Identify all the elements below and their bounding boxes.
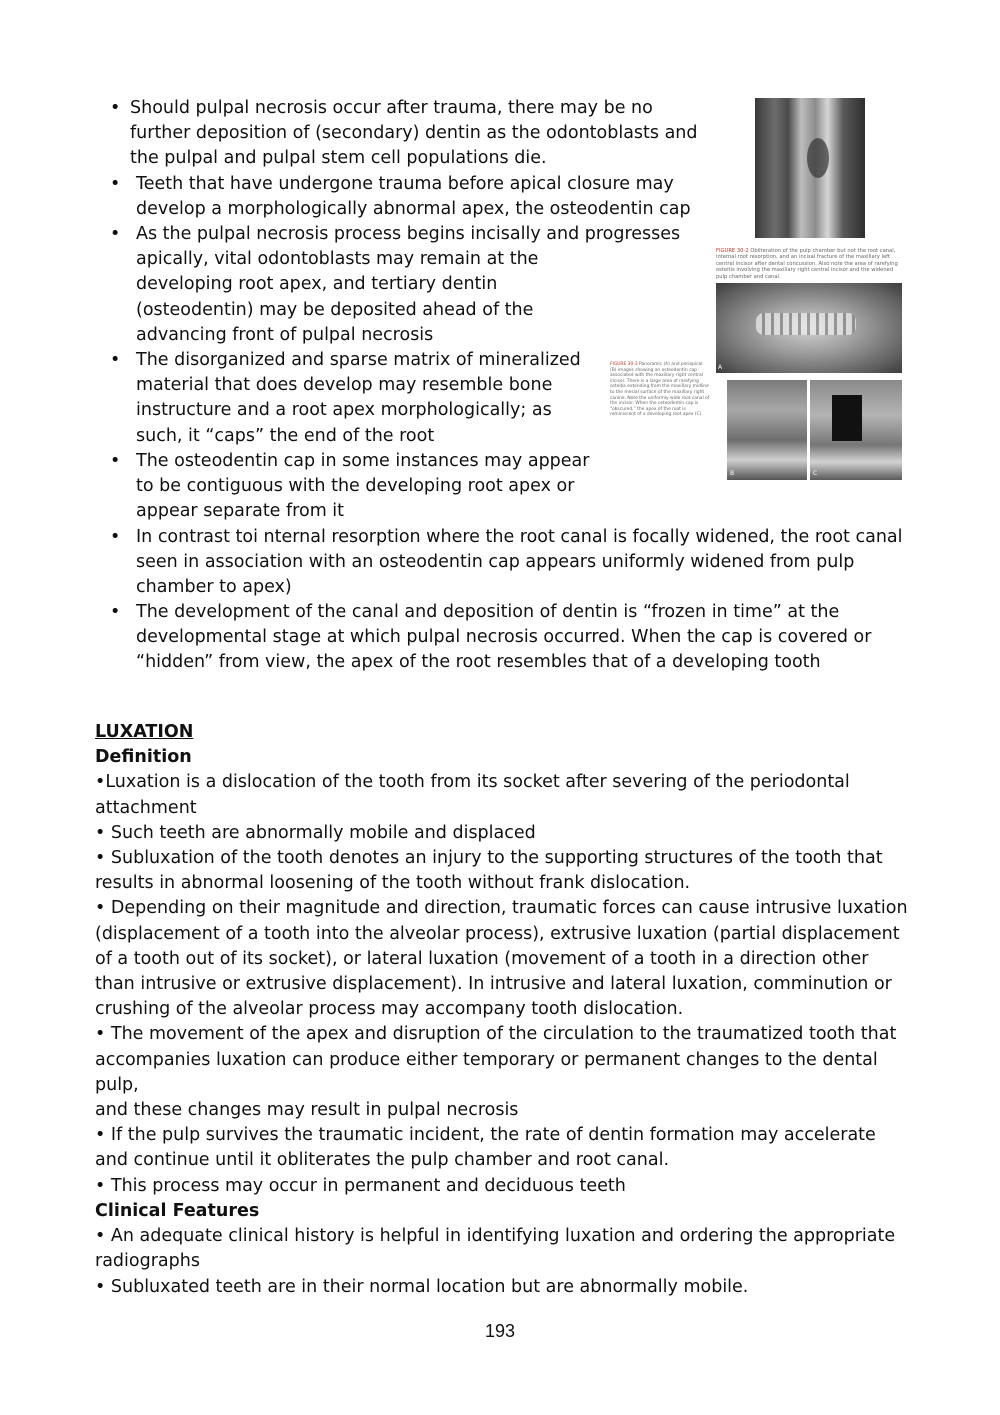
text-line: •Luxation is a dislocation of the tooth from its socket after severing of the periodontal xyxy=(95,772,850,793)
bullet-marker: • xyxy=(110,174,121,194)
clinical-features-section xyxy=(95,1199,915,1300)
text-line: (displacement of a tooth into the alveolar process), extrusive luxation (partial displacement xyxy=(95,923,900,944)
text-line: crushing of the alveolar process may accompany tooth dislocation. xyxy=(95,999,684,1020)
bullet-marker: • xyxy=(110,527,121,547)
list-item-text: The development of the canal and deposition of dentin is “frozen in time” at the developmental stage at which pulpal necrosis occurred. When the cap is covered or “hidden” from view, the apex of the root resembles that of a developing tooth xyxy=(136,602,872,673)
text-line: results in abnormal loosening of the tooth without frank dislocation. xyxy=(95,873,691,894)
text-line: attachment xyxy=(95,797,197,818)
text-line: • An adequate clinical history is helpful in identifying luxation and ordering the appropriate xyxy=(95,1226,896,1247)
list-item-text: Should pulpal necrosis occur after trauma, there may be no further deposition of (secondary) dentin as the odontoblasts and the pulpal and pulpal stem cell populations die. xyxy=(130,98,698,169)
text-line: accompanies luxation can produce either temporary or permanent changes to the dental pulp, xyxy=(95,1049,878,1095)
bullet-marker: • xyxy=(110,98,121,118)
figure-caption: FIGURE 30-3 Panoramic (A) and periapical (B) images showing an osteodentin cap associated with the maxillary right central incisor. There is a large area of rarefying osteitis extending from the maxillary midline to the mesial surface of the maxillary right canine. Note the uniformly wide root canal of the incisor. When the osteodentin cap is “obscured,” the apex of the root is reminiscent of a developing root apex (C). xyxy=(610,362,710,418)
text-line: • Subluxated teeth are in their normal location but are abnormally mobile. xyxy=(95,1276,749,1297)
text-line: and continue until it obliterates the pulp chamber and root canal. xyxy=(95,1150,670,1171)
list-item-text: As the pulpal necrosis process begins incisally and progresses apically, vital odontoblasts may remain at the developing root apex, and tertiary dentin (osteodentin) may be deposited ahead of the advancing front of pulpal necrosis xyxy=(136,224,681,345)
text-line: than intrusive or extrusive displacement). In intrusive and lateral luxation, comminution or xyxy=(95,974,892,995)
obscuring-box xyxy=(832,395,862,441)
radiograph-figure-30-2 xyxy=(755,98,865,238)
page-number: 193 xyxy=(484,1321,516,1341)
list-item-text: The disorganized and sparse matrix of mineralized material that does develop may resemble bone instructure and a root apex morphologically; as such, it “caps” the end of the root xyxy=(136,350,581,446)
text-line: • Such teeth are abnormally mobile and displaced xyxy=(95,822,536,843)
list-item-text: The osteodentin cap in some instances may appear to be contiguous with the developing root apex or appear separate from it xyxy=(136,451,590,522)
luxation-section xyxy=(95,720,915,1199)
text-line: • The movement of the apex and disruption of the circulation to the traumatized tooth that xyxy=(95,1024,897,1045)
panel-label: C xyxy=(813,470,818,477)
list-item-text: In contrast toi nternal resorption where the root canal is focally widened, the root canal seen in association with an osteodentin cap appears uniformly widened from pulp chamber to apex) xyxy=(136,527,903,598)
clinical-heading: Clinical Features xyxy=(95,1201,260,1221)
section-title: LUXATION xyxy=(95,722,194,742)
periapical-radiograph xyxy=(727,380,807,480)
bullet-marker: • xyxy=(110,602,121,622)
bullet-marker: • xyxy=(110,350,121,370)
figure-caption: FIGURE 30-2 Obliteration of the pulp chamber but not the root canal, internal root resorption, and an incisal fracture of the maxillary left central incisor after dental concussion. Also note the area of rarefying osteitis involving the maxillary right central incisor and the widened pulp chamber and canal. xyxy=(716,248,898,280)
bullet-marker: • xyxy=(110,451,121,471)
text-line: • If the pulp survives the traumatic incident, the rate of dentin formation may accelerate xyxy=(95,1125,876,1146)
text-line: radiographs xyxy=(95,1251,200,1272)
text-line: and these changes may result in pulpal necrosis xyxy=(95,1100,519,1121)
text-line: of a tooth out of its socket), or lateral luxation (movement of a tooth in a direction other xyxy=(95,948,869,969)
panoramic-radiograph xyxy=(716,283,902,373)
text-line: • This process may occur in permanent and deciduous teeth xyxy=(95,1175,626,1196)
panel-label: A xyxy=(718,364,723,371)
bullet-marker: • xyxy=(110,224,121,244)
panel-label: B xyxy=(730,470,735,477)
list-item-text: Teeth that have undergone trauma before apical closure may develop a morphologically abnormal apex, the osteodentin cap xyxy=(136,174,691,220)
definition-heading: Definition xyxy=(95,747,192,768)
text-line: • Subluxation of the tooth denotes an injury to the supporting structures of the tooth that xyxy=(95,848,883,869)
text-line: • Depending on their magnitude and direction, traumatic forces can cause intrusive luxation xyxy=(95,898,908,919)
